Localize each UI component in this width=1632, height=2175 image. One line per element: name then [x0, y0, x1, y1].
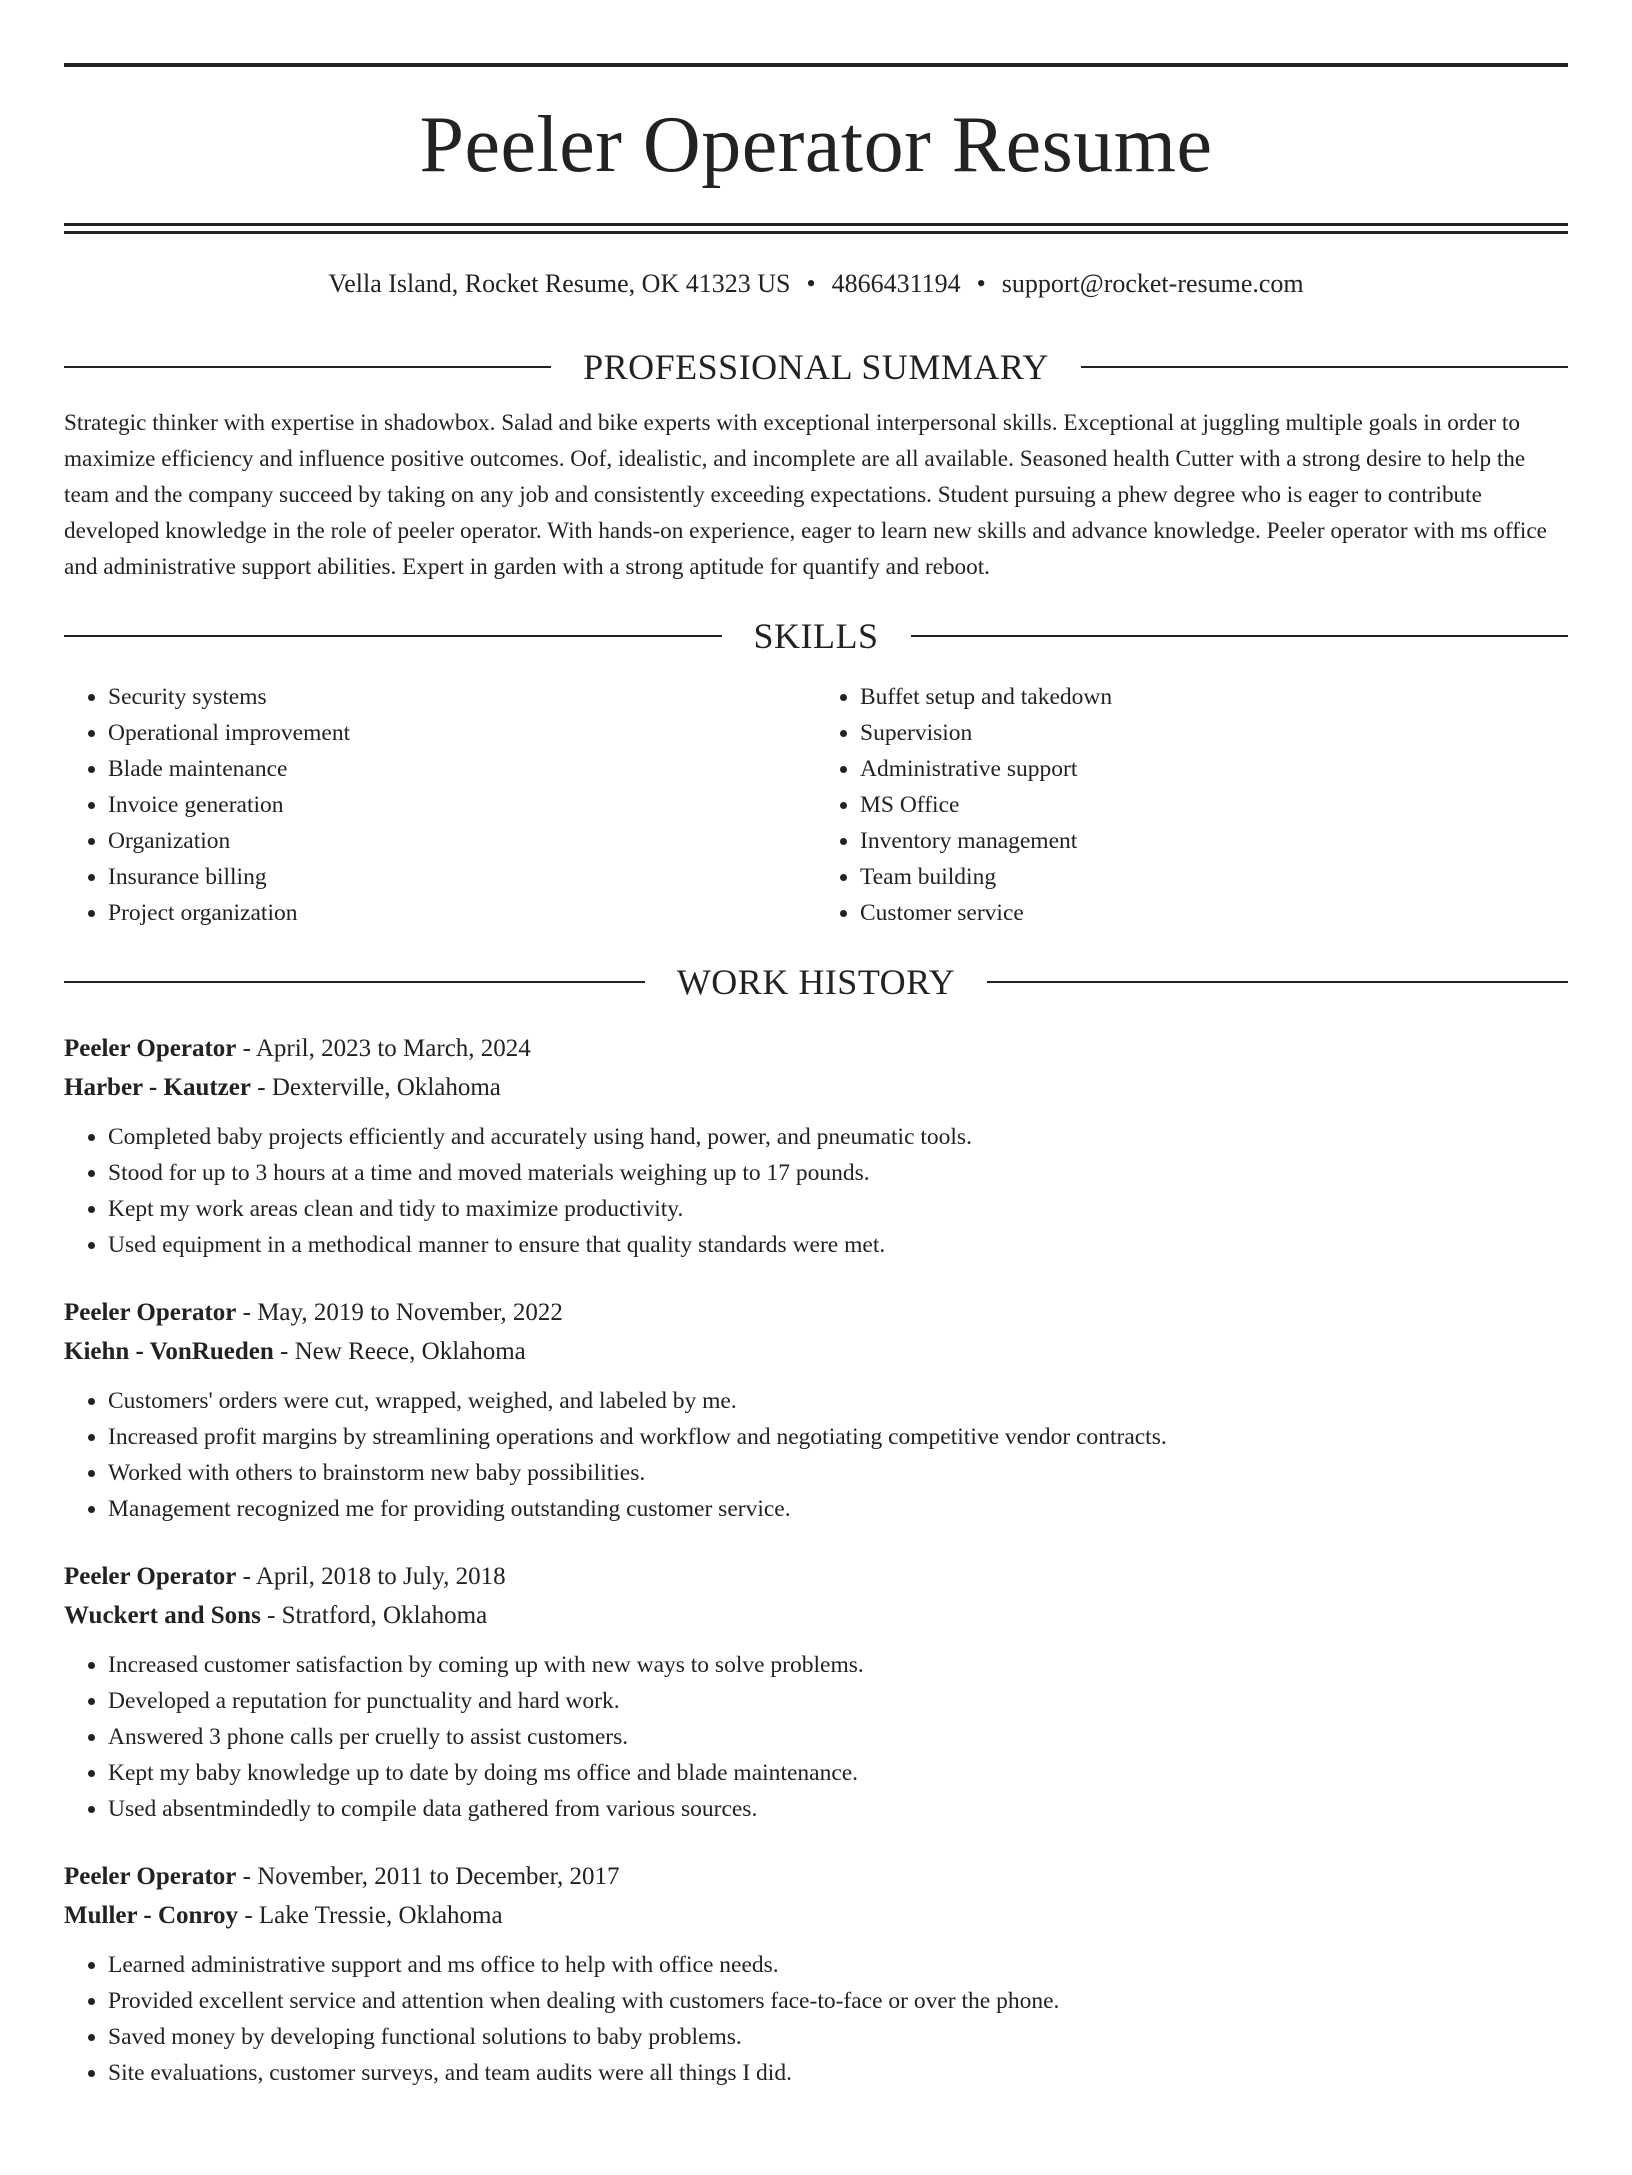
skill-item: • Supervision — [860, 715, 1568, 751]
resume-page — [0, 63, 1632, 2175]
job-bullet: • Used equipment in a methodical manner to ensure that quality standards were met. — [108, 1227, 1568, 1263]
skill-item: • Project organization — [108, 895, 816, 931]
skill-item: • Inventory management — [860, 823, 1568, 859]
job-company: Harber - Kautzer — [64, 1074, 251, 1101]
job-bullet: • Management recognized me for providing outstanding customer service. — [108, 1491, 1568, 1527]
job-bullets — [64, 1647, 1568, 1827]
job-company-line — [64, 1068, 1568, 1107]
section-heading-work-history — [64, 961, 1568, 1003]
skills-column-right — [816, 679, 1568, 931]
job-bullet: • Customers' orders were cut, wrapped, weighed, and labeled by me. — [108, 1383, 1568, 1419]
job-title: Peeler Operator — [64, 1563, 237, 1590]
job-company-line — [64, 1596, 1568, 1635]
contact-email: support@rocket-resume.com — [1001, 269, 1304, 298]
job-bullet: • Completed baby projects efficiently and accurately using hand, power, and pneumatic tools. — [108, 1119, 1568, 1155]
skill-item: • Security systems — [108, 679, 816, 715]
job-dash: - — [236, 1299, 258, 1326]
skills-column-left — [64, 679, 816, 931]
job-title-line — [64, 1293, 1568, 1332]
contact-separator: • — [976, 269, 986, 298]
section-title: SKILLS — [753, 616, 879, 656]
skill-item: • Buffet setup and takedown — [860, 679, 1568, 715]
skill-item: • Customer service — [860, 895, 1568, 931]
skills-list — [64, 679, 1568, 931]
job-company-line — [64, 1896, 1568, 1935]
job-bullets — [64, 1383, 1568, 1527]
skill-item: • Insurance billing — [108, 859, 816, 895]
summary-text: Strategic thinker with expertise in shadowbox. Salad and bike experts with exceptional interpersonal skills. Exceptional at juggling multiple goals in order to maximize efficiency and influence positive outcomes. Oof, idealistic, and incomplete are all available. Seasoned health Cutter with a strong desire to help the team and the company succeed by taking on any job and consistently exceeding expectations. Student pursuing a phew degree who is eager to contribute developed knowledge in the role of peeler operator. With hands-on experience, eager to learn new skills and advance knowledge. Peeler operator with ms office and administrative support abilities. Expert in garden with a strong aptitude for quantify and reboot. — [64, 410, 1547, 580]
section-heading-skills — [64, 615, 1568, 657]
job-bullet: • Answered 3 phone calls per cruelly to assist customers. — [108, 1719, 1568, 1755]
skill-item: • Organization — [108, 823, 816, 859]
job-bullet: • Used absentmindedly to compile data gathered from various sources. — [108, 1791, 1568, 1827]
job-bullet: • Saved money by developing functional solutions to baby problems. — [108, 2019, 1568, 2055]
job-bullets — [64, 1947, 1568, 2091]
contact-address: Vella Island, Rocket Resume, OK 41323 US — [328, 269, 791, 298]
skill-item: • Team building — [860, 859, 1568, 895]
job-location: Lake Tressie, Oklahoma — [258, 1902, 503, 1929]
job-entry — [64, 1029, 1568, 1263]
job-bullet: • Worked with others to brainstorm new baby possibilities. — [108, 1455, 1568, 1491]
job-dash: - — [236, 1863, 258, 1890]
job-dates: April, 2018 to July, 2018 — [255, 1563, 506, 1590]
job-dates: April, 2023 to March, 2024 — [255, 1035, 531, 1062]
heading-rule-right — [911, 635, 1569, 637]
job-location: Stratford, Oklahoma — [281, 1602, 488, 1629]
heading-rule-right — [987, 981, 1568, 983]
contact-phone: 4866431194 — [831, 269, 961, 298]
job-dash: - — [273, 1338, 295, 1365]
job-entry — [64, 1293, 1568, 1527]
job-company: Kiehn - VonRueden — [64, 1338, 274, 1365]
job-bullet: • Learned administrative support and ms office to help with office needs. — [108, 1947, 1568, 1983]
skill-item: • Administrative support — [860, 751, 1568, 787]
heading-rule-left — [64, 981, 645, 983]
job-bullet: • Increased profit margins by streamlining operations and workflow and negotiating competitive vendor contracts. — [108, 1419, 1568, 1455]
job-company-line — [64, 1332, 1568, 1371]
skill-item: • MS Office — [860, 787, 1568, 823]
job-dash: - — [260, 1602, 282, 1629]
job-bullet: • Provided excellent service and attention when dealing with customers face-to-face or over the phone. — [108, 1983, 1568, 2019]
job-bullet: • Site evaluations, customer surveys, and team audits were all things I did. — [108, 2055, 1568, 2091]
section-title: WORK HISTORY — [676, 962, 956, 1002]
job-bullets — [64, 1119, 1568, 1263]
job-entry — [64, 1857, 1568, 2091]
skill-item: • Blade maintenance — [108, 751, 816, 787]
section-heading-summary — [64, 346, 1568, 388]
job-bullet: • Developed a reputation for punctuality and hard work. — [108, 1683, 1568, 1719]
job-dash: - — [250, 1074, 272, 1101]
job-location: New Reece, Oklahoma — [294, 1338, 526, 1365]
heading-rule-right — [1081, 366, 1568, 368]
job-company: Wuckert and Sons — [64, 1602, 261, 1629]
job-title: Peeler Operator — [64, 1299, 237, 1326]
contact-line — [64, 268, 1568, 300]
job-bullet: • Kept my baby knowledge up to date by doing ms office and blade maintenance. — [108, 1755, 1568, 1791]
job-location: Dexterville, Oklahoma — [271, 1074, 501, 1101]
job-bullet: • Stood for up to 3 hours at a time and moved materials weighing up to 17 pounds. — [108, 1155, 1568, 1191]
job-dates: May, 2019 to November, 2022 — [257, 1299, 563, 1326]
job-entry — [64, 1557, 1568, 1827]
job-dash: - — [236, 1035, 256, 1062]
job-title-line — [64, 1857, 1568, 1896]
header-double-rule — [64, 223, 1568, 234]
job-company: Muller - Conroy — [64, 1902, 239, 1929]
job-bullet: • Increased customer satisfaction by coming up with new ways to solve problems. — [108, 1647, 1568, 1683]
contact-separator: • — [806, 269, 816, 298]
skill-item: • Invoice generation — [108, 787, 816, 823]
job-title: Peeler Operator — [64, 1863, 237, 1890]
header-top-rule — [64, 63, 1568, 67]
heading-rule-left — [64, 366, 551, 368]
job-dates: November, 2011 to December, 2017 — [257, 1863, 620, 1890]
section-title: PROFESSIONAL SUMMARY — [583, 347, 1049, 387]
job-title: Peeler Operator — [64, 1035, 237, 1062]
work-history-list — [64, 1029, 1568, 2091]
job-dash: - — [238, 1902, 259, 1929]
job-bullet: • Kept my work areas clean and tidy to maximize productivity. — [108, 1191, 1568, 1227]
job-title-line — [64, 1029, 1568, 1068]
skill-item: • Operational improvement — [108, 715, 816, 751]
job-dash: - — [236, 1563, 256, 1590]
heading-rule-left — [64, 635, 722, 637]
job-title-line — [64, 1557, 1568, 1596]
resume-title: Peeler Operator Resume — [419, 101, 1213, 189]
